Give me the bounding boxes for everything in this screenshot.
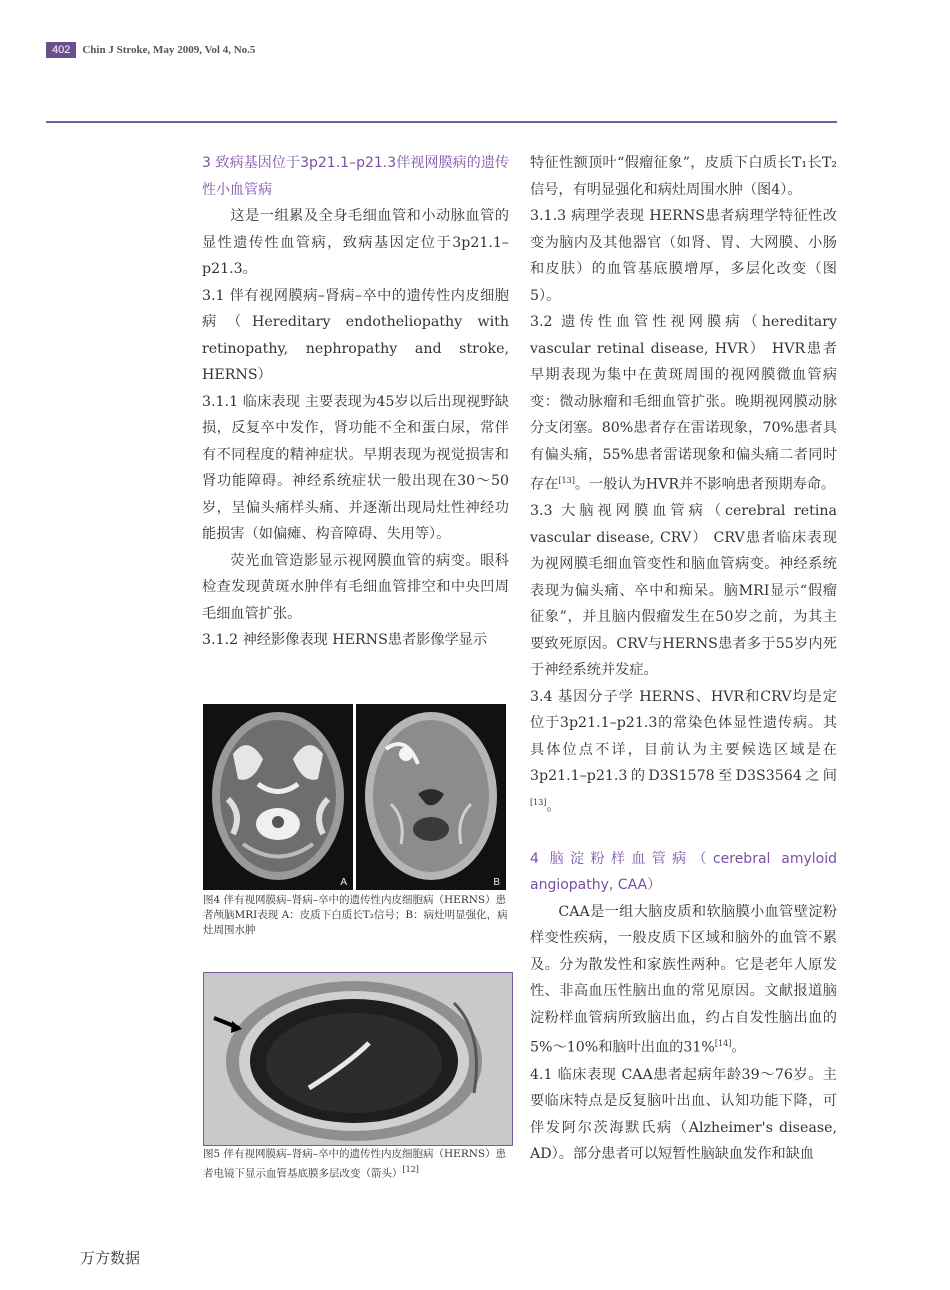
paragraph — [530, 899, 837, 1062]
mri-image-b — [356, 704, 506, 890]
paragraph: 3.1.2 神经影像表现 HERNS患者影像学显示 — [202, 632, 488, 648]
journal-citation: Chin J Stroke, May 2009, Vol 4, No.5 — [82, 44, 256, 56]
figure-5-caption — [203, 1147, 515, 1182]
paragraph: 3.1.3 病理学表现 HERNS患者病理学特征性改变为脑内及其他器官（如肾、胃、大网膜、小肠和皮肤）的血管基底膜增厚，多层化改变（图5）。 — [530, 208, 837, 304]
right-column — [530, 150, 837, 1168]
paragraph — [530, 309, 837, 498]
section-3-heading: 3 致病基因位于3p21.1–p21.3伴视网膜病的遗传性小血管病 — [202, 155, 509, 198]
citation: [13] — [558, 476, 575, 485]
citation: [12] — [402, 1165, 419, 1174]
paragraph: 3.3 大脑视网膜血管病（cerebral retina vascular disease, CRV） CRV患者临床表现为视网膜毛细血管变性和脑血管病变。神经系统表现为偏头痛、卒中和痴呆。脑MRI显示“假瘤征象”，并且脑内假瘤发生在50岁之前，为其主要致死原因。CRV与HERNS患者多于55岁内死于神经系统并发症。 — [530, 503, 837, 679]
running-header — [46, 40, 255, 60]
paragraph-text: 3.2 遗传性血管性视网膜病（hereditary vascular retinal disease, HVR） HVR患者早期表现为集中在黄斑周围的视网膜微血管病变：微动脉瘤和毛细血管扩张。晚期视网膜动脉分支闭塞。80%患者存在雷诺现象，70%患者具有偏头痛，55%患者雷诺现象和偏头痛二者同时存在 — [530, 314, 837, 493]
paragraph: 3.1.1 临床表现 主要表现为45岁以后出现视野缺损，反复卒中发作，肾功能不全和蛋白尿，常伴有不同程度的精神症状。早期表现为视觉损害和肾功能障碍。神经系统症状一般出现在30～50岁，呈偏头痛样头痛、并逐渐出现局灶性神经功能损害（如偏瘫、构音障碍、失用等）。 — [202, 393, 509, 542]
page-number: 402 — [46, 42, 76, 58]
paragraph-text: 。一般认为HVR并不影响患者预期寿命。 — [574, 476, 836, 493]
footer-watermark: 万方数据 — [80, 1249, 141, 1267]
image-label-b: B — [493, 877, 500, 888]
paragraph-text: 。 — [731, 1040, 746, 1057]
paragraph — [530, 684, 837, 820]
paragraph: 这是一组累及全身毛细血管和小动脉血管的显性遗传性血管病，致病基因定位于3p21.1–p21.3。 — [202, 208, 509, 277]
paragraph: 特征性额顶叶“假瘤征象”，皮质下白质长T₁长T₂信号，有明显强化和病灶周围水肿（图4）。 — [530, 155, 837, 198]
citation: [13] — [530, 797, 547, 807]
paragraph: 3.1 伴有视网膜病–肾病–卒中的遗传性内皮细胞病（Hereditary endotheliopathy with retinopathy, nephropathy and stroke, HERNS） — [202, 287, 509, 383]
mri-image-a — [203, 704, 353, 890]
paragraph-text: 3.4 基因分子学 HERNS、HVR和CRV均是定位于3p21.1–p21.3的常染色体显性遗传病。其具体位点不详，目前认为主要候选区域是在3p21.1–p21.3的D3S1578至D3S3564之间 — [530, 688, 837, 785]
image-label-a: A — [340, 877, 347, 888]
section-4-heading: 4 脑淀粉样血管病（cerebral amyloid angiopathy, CAA） — [530, 850, 837, 894]
figure-5-caption-text: 图5 伴有视网膜病–肾病–卒中的遗传性内皮细胞病（HERNS）患者电镜下显示血管基底膜多层改变（箭头） — [203, 1148, 507, 1180]
header-rule — [46, 121, 837, 123]
figure-5 — [203, 972, 513, 1146]
figure-4-caption: 图4 伴有视网膜病–肾病–卒中的遗传性内皮细胞病（HERNS）患者颅脑MRI表现 A：皮质下白质长T₂信号；B：病灶明显强化，病灶周围水肿 — [203, 894, 508, 936]
paragraph-text: CAA是一组大脑皮质和软脑膜小血管壁淀粉样变性疾病，一般皮质下区域和脑外的血管不累及。分为散发性和家族性两种。它是老年人原发性、非高血压性脑出血的常见原因。文献报道脑淀粉样血管病所致脑出血，约占自发性脑出血的5%～10%和脑叶出血的31% — [530, 903, 837, 1057]
paragraph: 4.1 临床表现 CAA患者起病年龄39～76岁。主要临床特点是反复脑叶出血、认知功能下降，可伴发阿尔茨海默氏病（Alzheimer's disease, AD）。部分患者可以短暂性脑缺血发作和缺血 — [530, 1066, 837, 1163]
citation: [14] — [714, 1039, 732, 1049]
paragraph: 荧光血管造影显示视网膜血管的病变。眼科检查发现黄斑水肿伴有毛细血管排空和中央凹周毛细血管扩张。 — [202, 552, 509, 622]
left-column — [202, 150, 509, 654]
paragraph-text: 。 — [546, 798, 561, 815]
